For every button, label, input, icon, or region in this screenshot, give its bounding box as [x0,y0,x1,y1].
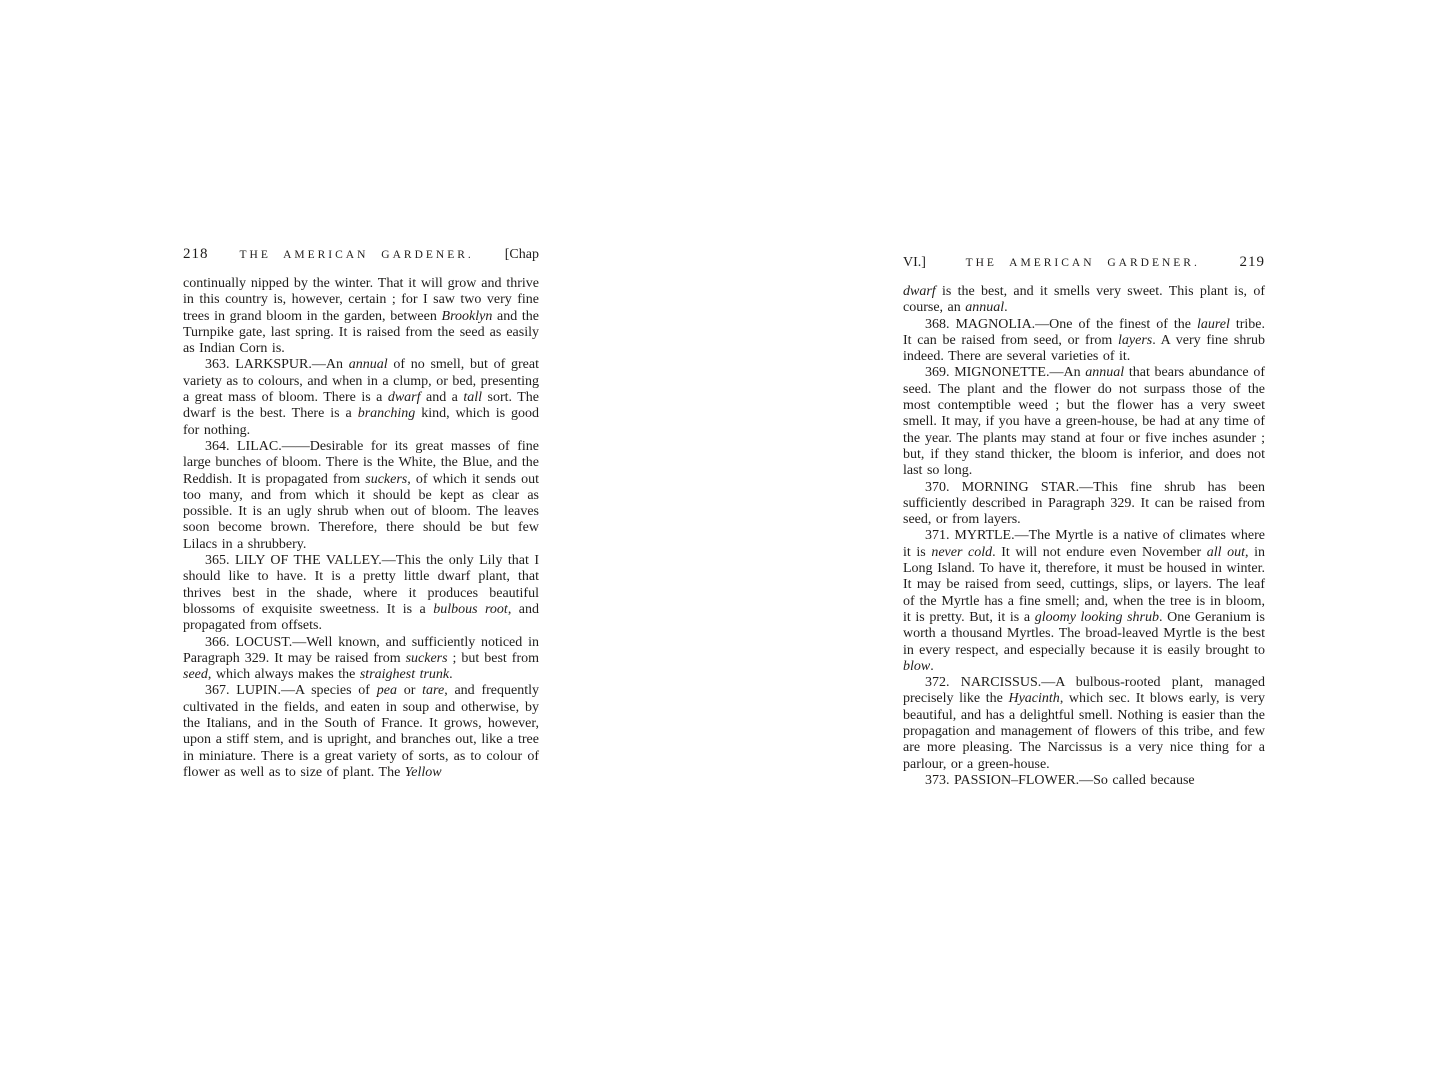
paragraph: 369. MIGNONETTE.—An annual that bears abundance of seed. The plant and the flower do not surpass those of the most contemptible weed ; but the flower has a very sweet smell. It may, if you have a green-house, be had at any time of the year. The plants may stand at four or five inches asunder ; but, if they stand thicker, the bloom is inferior, and does not last so long. [903,365,1265,479]
paragraph: 370. MORNING STAR.—This fine shrub has been sufficiently described in Paragraph 329. It can be raised from seed, or from layers. [903,479,1265,528]
paragraph: dwarf is the best, and it smells very sweet. This plant is, of course, an annual. [903,284,1265,316]
right-chapter-marker: VI.] [903,255,926,270]
left-chapter-catchword: [Chap [504,247,539,262]
right-page-number: 219 [1239,254,1265,270]
left-running-title: THE AMERICAN GARDENER. [239,249,474,261]
left-page-header [183,246,539,263]
right-running-title: THE AMERICAN GARDENER. [965,257,1200,269]
paragraph: 364. LILAC.——Desirable for its great masses of fine large bunches of bloom. There is the White, the Blue, and the Reddish. It is propagated from suckers, of which it sends out too many, and from which it should be kept as clear as possible. It is an ugly shrub when out of bloom. The leaves soon become brown. Therefore, there should be but few Lilacs in a shrubbery. [183,438,539,552]
paragraph: 366. LOCUST.—Well known, and sufficiently noticed in Paragraph 329. It may be raised from suckers ; but best from seed, which always makes the straighest trunk. [183,634,540,683]
left-page-number: 218 [183,246,209,262]
paragraph: 367. LUPIN.—A species of pea or tare, and frequently cultivated in the fields, and eaten in soup and otherwise, by the Italians, and in the South of France. It grows, however, upon a stiff stem, and is upright, and branches out, like a tree in miniature. There is a great variety of sorts, as to colour of flower as well as to size of plant. The Yellow [183,683,539,780]
paragraph: continually nipped by the winter. That it will grow and thrive in this country is, however, certain ; for I saw two very fine trees in grand bloom in the garden, between Brooklyn and the Turnpike gate, last spring. It is raised from the seed as easily as Indian Corn is. [183,276,539,357]
paragraph: 365. LILY OF THE VALLEY.—This the only Lily that I should like to have. It is a pretty little dwarf plant, that thrives best in the shade, where it produces beautiful blossoms of exquisite sweetness. It is a bulbous root, and propagated from offsets. [183,553,540,634]
right-page-header [903,254,1265,271]
left-page [183,246,539,781]
paragraph: 371. MYRTLE.—The Myrtle is a native of climates where it is never cold. It will not endure even November all out, in Long Island. To have it, therefore, it must be housed in winter. It may be raised from seed, cuttings, slips, or layers. The leaf of the Myrtle has a fine smell; and, when the tree is in bloom, it is pretty. But, it is a gloomy looking shrub. One Geranium is worth a thousand Myrtles. The broad-leaved Myrtle is the best in every respect, and especially because it is easily brought to blow. [903,528,1266,674]
left-page-body [183,276,539,781]
paragraph: 363. LARKSPUR.—An annual of no smell, but of great variety as to colours, and when in a clump, or bed, presenting a great mass of bloom. There is a dwarf and a tall sort. The dwarf is the best. There is a branching kind, which is good for nothing. [183,357,539,438]
paragraph: 373. PASSION–FLOWER.—So called because [925,772,1195,788]
right-page-body [903,284,1265,789]
paragraph: 372. NARCISSUS.—A bulbous-rooted plant, managed precisely like the Hyacinth, which sec. It blows early, is very beautiful, and has a delightful smell. Nothing is easier than the propagation and management of flowers of this tribe, and few are more pleasing. The Narcissus is a very nice thing for a parlour, or a green-house. [903,675,1265,772]
paragraph: 368. MAGNOLIA.—One of the finest of the laurel tribe. It can be raised from seed, or from layers. A very fine shrub indeed. There are several varieties of it. [903,316,1265,365]
right-page [903,254,1265,789]
